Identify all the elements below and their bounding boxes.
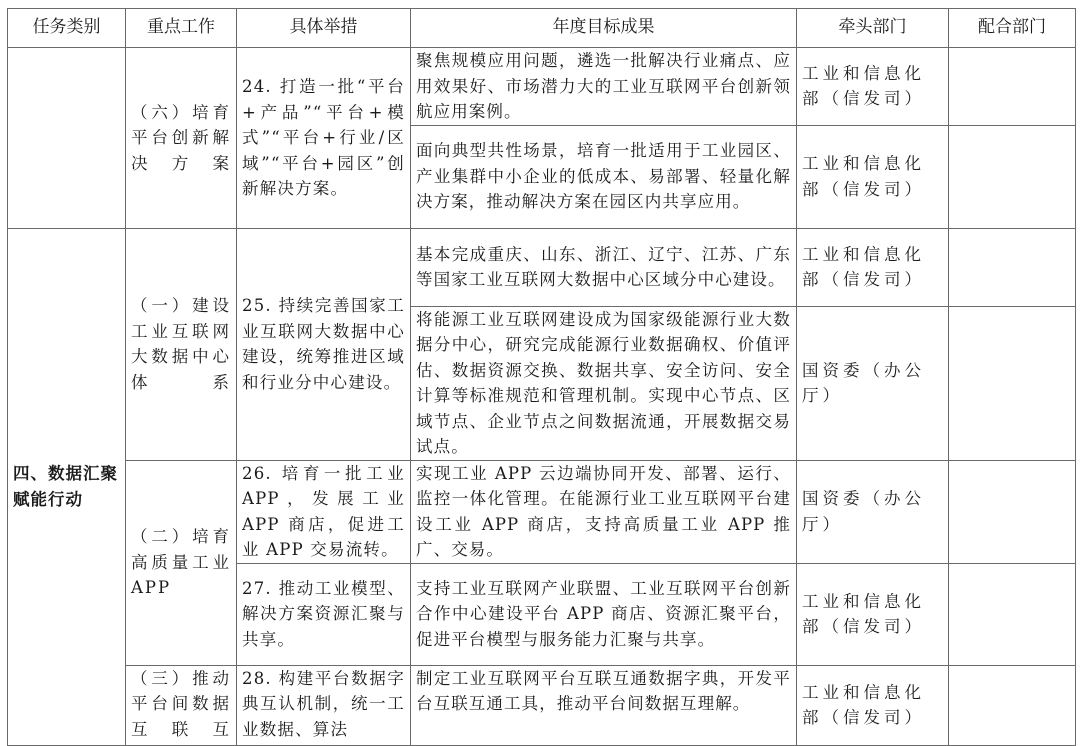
cooperating-department-cell [949,228,1076,306]
lead-department-cell: 工业和信息化部（信发司） [797,48,949,126]
cooperating-department-cell [949,665,1076,745]
cooperating-department-cell [949,460,1076,563]
header-annual-target: 年度目标成果 [411,9,797,48]
cooperating-department-cell [949,48,1076,126]
key-work-cell: （三）推动平台间数据互联互 [126,665,237,745]
table-row [8,460,1076,563]
target-cell: 制定工业互联网平台互联互通数据字典，开发平台互联互通工具，推动平台间数据互理解。 [411,665,797,745]
lead-department-cell: 工业和信息化部（信发司） [797,228,949,306]
target-cell: 面向典型共性场景，培育一批适用于工业园区、产业集群中小企业的低成本、易部署、轻量化解决方案，推动解决方案在园区内共享应用。 [411,125,797,228]
table-row [8,228,1076,306]
measure-cell: 26. 培育一批工业 APP，发展工业 APP 商店，促进工业 APP 交易流转。 [237,460,411,563]
lead-department-cell: 国资委（办公厅） [797,306,949,460]
key-work-cell [126,228,237,460]
header-key-work: 重点工作 [126,9,237,48]
header-lead-department: 牵头部门 [797,9,949,48]
measure-cell [237,48,411,229]
lead-department-cell: 国资委（办公厅） [797,460,949,563]
lead-department-cell: 工业和信息化部（信发司） [797,665,949,745]
key-work-text: （二）培育高质量工业 APP [131,527,231,598]
cooperating-department-cell [949,125,1076,228]
target-cell: 聚焦规模应用问题，遴选一批解决行业痛点、应用效果好、市场潜力大的工业互联网平台创新领航应用案例。 [411,48,797,126]
measure-cell: 28. 构建平台数据字典互认机制，统一工业数据、算法 [237,665,411,745]
header-row [8,9,1076,48]
lead-department-cell: 工业和信息化部（信发司） [797,125,949,228]
table-row [8,665,1076,745]
task-table [7,8,1076,746]
header-specific-measures: 具体举措 [237,9,411,48]
target-cell: 基本完成重庆、山东、浙江、辽宁、江苏、广东等国家工业互联网大数据中心区域分中心建设。 [411,228,797,306]
key-work-cell [126,460,237,665]
target-cell: 将能源工业互联网建设成为国家级能源行业大数据分中心，研究完成能源行业数据确权、价值评估、数据资源交换、数据共享、安全访问、安全计算等标准规范和管理机制。实现中心节点、区域节点、企业节点之间数据流通，开展数据交易试点。 [411,306,797,460]
key-work-cell [126,48,237,229]
measure-cell: 27. 推动工业模型、解决方案资源汇聚与共享。 [237,563,411,665]
header-task-category: 任务类别 [8,9,126,48]
header-cooperating-department: 配合部门 [949,9,1076,48]
category-cell-continued [8,48,126,229]
cooperating-department-cell [949,563,1076,665]
key-work-text: （一）建设工业互联网大数据中心体系 [131,296,231,392]
cooperating-department-cell [949,306,1076,460]
key-work-text: （六）培育平台创新解决方案 [131,102,231,173]
measure-text: 24. 打造一批“平台+产品”“平台+模式”“平台+行业/区域”“平台+园区”创新解决方案。 [242,77,405,198]
table-row [8,48,1076,126]
lead-department-cell: 工业和信息化部（信发司） [797,563,949,665]
category-cell: 四、数据汇聚赋能行动 [8,228,126,745]
target-cell: 实现工业 APP 云边端协同开发、部署、运行、监控一体化管理。在能源行业工业互联网平台建设工业 APP 商店，支持高质量工业 APP 推广、交易。 [411,460,797,563]
measure-cell [237,228,411,460]
measure-text: 25. 持续完善国家工业互联网大数据中心建设，统筹推进区域和行业分中心建设。 [242,296,405,392]
target-cell: 支持工业互联网产业联盟、工业互联网平台创新合作中心建设平台 APP 商店、资源汇聚平台，促进平台模型与服务能力汇聚与共享。 [411,563,797,665]
